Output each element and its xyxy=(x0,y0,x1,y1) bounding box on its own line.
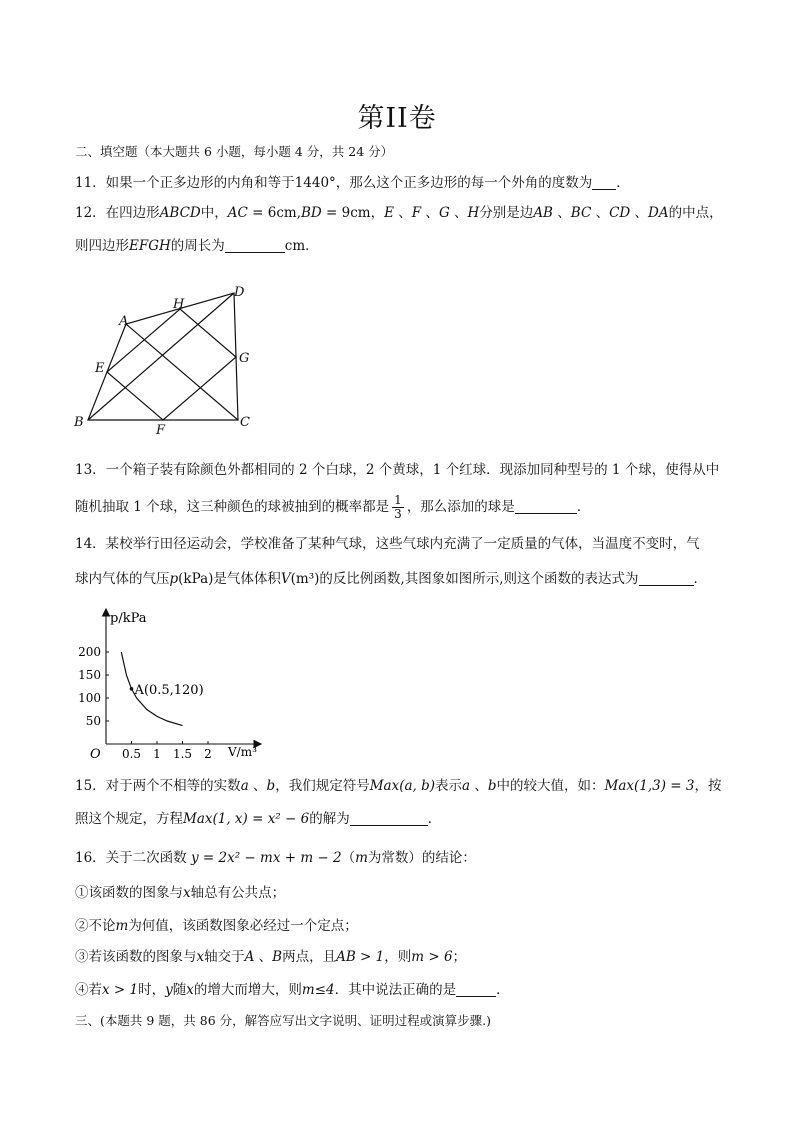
q12-g: G xyxy=(438,205,450,221)
q11-end: ． xyxy=(616,175,630,191)
q16-m: m xyxy=(355,850,368,866)
s2-t1: ②不论 xyxy=(75,918,116,934)
x-axis-label: V/m³ xyxy=(228,745,257,759)
q16-answer-blank xyxy=(456,982,496,997)
q16-t1: 16．关于二次函数 xyxy=(75,850,187,866)
s4-t2: 时， xyxy=(138,982,166,998)
q16-t3: 为常数）的结论： xyxy=(367,850,476,866)
point-a-label: A(0.5,120) xyxy=(134,682,204,698)
q15-t7: ，按 xyxy=(694,778,722,794)
q12-t4: = 9cm， xyxy=(321,205,385,221)
q15-b: b xyxy=(266,778,276,794)
question-12-line2 xyxy=(75,236,319,256)
question-16-stem xyxy=(75,848,476,868)
q13-t2: ，那么添加的球是 xyxy=(406,499,515,515)
q16-statement-1 xyxy=(75,883,285,903)
label-b: B xyxy=(74,415,84,430)
x-tick-label-2: 1.5 xyxy=(172,747,193,761)
q16-statement-2 xyxy=(75,916,358,936)
question-11 xyxy=(75,173,630,193)
q12-bd: BD xyxy=(301,205,322,221)
question-15-line2 xyxy=(75,809,441,829)
q12-e: E xyxy=(384,205,394,221)
s3-m: m > 6 xyxy=(411,949,453,965)
q13-t1: 随机抽取 1 个球，这三种颜色的球被抽到的概率都是 xyxy=(75,499,390,515)
q12-bc: BC xyxy=(570,205,592,221)
q15-a2: a xyxy=(462,778,471,794)
q15-a: a xyxy=(240,778,249,794)
question-14-line2 xyxy=(75,569,707,589)
fraction-denominator: 3 xyxy=(394,507,402,521)
point-a-marker xyxy=(130,687,134,691)
q14-v: V xyxy=(280,571,291,587)
y-tick-label-2: 150 xyxy=(78,668,101,682)
q11-text: 11．如果一个正多边形的内角和等于1440°，那么这个正多边形的每一个外角的度数为 xyxy=(75,175,593,191)
q12-t1: 12．在四边形 xyxy=(75,205,160,221)
q14-answer-blank xyxy=(639,571,694,586)
x-tick-label-0: 0.5 xyxy=(121,747,142,761)
s4-t1: ④若 xyxy=(75,982,102,998)
s3-t3: 、 xyxy=(254,949,273,965)
s3-t6: ； xyxy=(452,949,467,965)
q12-efgh: EFGH xyxy=(129,238,171,254)
q16-function: y = 2x² − mx + m − 2 xyxy=(190,850,342,866)
x-tick-label-3: 2 xyxy=(204,747,212,761)
q15-t8: 照这个规定，方程 xyxy=(75,811,183,827)
s1-t2: 轴总有公共点； xyxy=(190,885,286,901)
q12-cd: CD xyxy=(609,205,631,221)
label-d: D xyxy=(234,285,245,300)
y-tick-label-1: 100 xyxy=(78,691,101,705)
q15-t2: 、 xyxy=(248,778,267,794)
pressure-volume-chart xyxy=(70,604,270,766)
q12-t3: = 6cm, xyxy=(247,205,301,221)
q12-abcd: ABCD xyxy=(159,205,201,221)
question-13-line1: 13．一个箱子装有除颜色外都相同的 2 个白球，2 个黄球，1 个红球．现添加同种型号的 1 个球，使得从中 xyxy=(75,462,720,478)
label-c: C xyxy=(240,415,250,430)
q12-f: F xyxy=(411,205,422,221)
q15-b2: b xyxy=(487,778,497,794)
q12-h: H xyxy=(467,205,480,221)
s3-b: B xyxy=(272,949,283,965)
q16-statement-4 xyxy=(75,980,510,1000)
label-g: G xyxy=(239,351,250,366)
q12-da: DA xyxy=(648,205,669,221)
fraction-numerator: 1 xyxy=(394,493,402,507)
s3-ab: AB > 1 xyxy=(336,949,385,965)
q15-equation: Max(1, x) = x² − 6 xyxy=(183,811,310,827)
y-axis-label: p/kPa xyxy=(110,611,147,626)
q14-t1: 球内气体的气压 xyxy=(75,571,170,587)
q12-unit: cm． xyxy=(284,238,319,254)
section-heading-solutions: 三、(本题共 9 题，共 86 分，解答应写出文字说明、证明过程或演算步骤.) xyxy=(75,1013,491,1028)
question-12-line1 xyxy=(75,203,723,223)
s3-t1: ③若该函数的图象与 xyxy=(75,949,197,965)
s1-t1: ①该函数的图象与 xyxy=(75,885,183,901)
x-tick-label-1: 1 xyxy=(153,747,161,761)
q11-answer-blank xyxy=(592,175,616,190)
quadrilateral-figure xyxy=(70,282,260,440)
s4-y: y xyxy=(165,982,173,998)
s4-x2: x xyxy=(186,982,194,998)
q13-end: ． xyxy=(576,499,591,515)
s2-m: m xyxy=(115,918,129,934)
q12-ab: AB xyxy=(533,205,553,221)
s3-x: x xyxy=(196,949,205,965)
s1-x: x xyxy=(183,885,191,901)
q15-t6: 中的较大值，如： xyxy=(496,778,605,794)
q14-t3: (m³)的反比例函数,其图象如图所示,则这个函数的表达式为 xyxy=(290,571,639,587)
s3-a: A xyxy=(244,949,255,965)
s4-x: x > 1 xyxy=(102,982,139,998)
q12-t9: 、 xyxy=(552,205,571,221)
s3-t4: 两点，且 xyxy=(282,949,337,965)
q15-t5: 、 xyxy=(470,778,488,794)
diagonal-bd xyxy=(88,293,234,420)
label-h: H xyxy=(173,297,185,312)
q12-answer-blank xyxy=(225,238,285,253)
q14-p: p xyxy=(169,571,179,587)
q12-t7: 、 xyxy=(449,205,468,221)
label-f: F xyxy=(156,423,166,438)
q15-t4: 表示 xyxy=(435,778,462,794)
fraction-one-third xyxy=(392,494,404,521)
origin-label: O xyxy=(90,747,101,762)
q12-t5: 、 xyxy=(393,205,412,221)
q12-t12: 的中点， xyxy=(668,205,723,221)
page-title: 第II卷 xyxy=(357,103,437,134)
q12-t14: 的周长为 xyxy=(170,238,225,254)
q15-example: Max(1,3) = 3 xyxy=(604,778,695,794)
q12-t8: 分别是边 xyxy=(479,205,534,221)
question-14-line1: 14．某校举行田径运动会，学校准备了某种气球，这些气球内充满了一定质量的气体，当温度不变时，气 xyxy=(75,536,700,552)
question-15-line1 xyxy=(75,776,722,796)
q15-answer-blank xyxy=(350,811,428,826)
y-tick-label-3: 200 xyxy=(78,645,101,659)
q12-t13: 则四边形 xyxy=(75,238,129,254)
q15-max-ab: Max(a, b) xyxy=(369,778,435,794)
q16-t2: （ xyxy=(341,850,356,866)
q12-t6: 、 xyxy=(421,205,439,221)
q15-end: ． xyxy=(427,811,442,827)
q15-t3: ，我们规定符号 xyxy=(275,778,370,794)
q12-t2: 中， xyxy=(200,205,228,221)
s2-t2: 为何值，该函数图象必经过一个定点； xyxy=(128,918,358,934)
q15-t1: 15．对于两个不相等的实数 xyxy=(75,778,241,794)
s4-end: ． xyxy=(496,982,510,998)
q16-statement-3 xyxy=(75,947,466,967)
q14-end: ． xyxy=(693,571,707,587)
s3-t2: 轴交于 xyxy=(204,949,245,965)
q15-t9: 的解为 xyxy=(309,811,350,827)
s4-m: m≤4 xyxy=(301,982,335,998)
q14-t2: (kPa)是气体体积 xyxy=(178,571,281,587)
label-a: A xyxy=(119,314,129,329)
y-tick-label-0: 50 xyxy=(85,714,101,728)
question-13-line2 xyxy=(75,492,590,522)
s4-t5: ．其中说法正确的是 xyxy=(334,982,457,998)
q12-t10: 、 xyxy=(591,205,610,221)
label-e: E xyxy=(95,361,105,376)
s4-t4: 的增大而增大，则 xyxy=(193,982,302,998)
q12-t11: 、 xyxy=(630,205,649,221)
q12-ac: AC xyxy=(227,205,248,221)
q13-answer-blank xyxy=(515,499,577,514)
s3-t5: ，则 xyxy=(384,949,412,965)
section-heading-fill-blank: 二、填空题（本大题共 6 小题，每小题 4 分，共 24 分） xyxy=(75,144,394,159)
s4-t3: 随 xyxy=(172,982,187,998)
